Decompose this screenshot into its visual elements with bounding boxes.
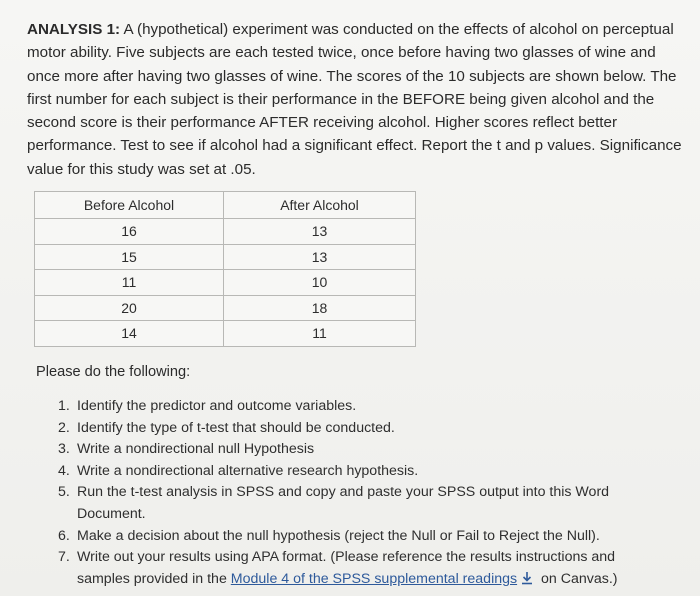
- before-alcohol-header: Before Alcohol: [35, 192, 224, 219]
- list-item: [58, 439, 658, 461]
- download-icon[interactable]: [520, 571, 534, 585]
- list-item-text: Identify the predictor and outcome variables.: [77, 398, 357, 414]
- table-row: [35, 321, 416, 347]
- list-item-number: 4.: [58, 462, 70, 479]
- list-item-number: 6.: [58, 527, 70, 544]
- before-score-cell: 15: [35, 244, 224, 270]
- list-item-text: Make a decision about the null hypothesis (reject the Null or Fail to Reject the Null).: [77, 527, 600, 544]
- list-item: [58, 461, 658, 483]
- after-score-cell: 18: [224, 295, 416, 321]
- list-item: [58, 396, 658, 418]
- before-score-cell: 16: [35, 219, 224, 245]
- list-item: [58, 547, 658, 590]
- list-item-number: 2.: [58, 419, 70, 436]
- intro-paragraph: [27, 18, 687, 181]
- table-row: [35, 219, 416, 245]
- after-score-cell: 11: [224, 321, 416, 347]
- list-item-text: Write a nondirectional alternative research hypothesis.: [77, 462, 419, 479]
- intro-text: A (hypothetical) experiment was conducted on the effects of alcohol on perceptual motor ability. Five subjects are each tested twice, once before having two glasses of wine and once more after having two glasses of wine. The scores of the 10 subjects are shown below. The first number for each subject is their performance in the BEFORE being given alcohol and the second score is their performance AFTER receiving alcohol. Higher scores reflect better performance. Test to see if alcohol had a significant effect. Report the t and p values. Significance value for this study was set at .05.: [27, 21, 682, 178]
- before-score-cell: 20: [35, 295, 224, 321]
- after-score-cell: 13: [224, 244, 416, 270]
- list-item-text: Write out your results using APA format. (Please reference the results instructions and samples provided in the: [77, 549, 616, 587]
- list-item: [58, 526, 658, 548]
- before-score-cell: 11: [35, 270, 224, 296]
- after-score-cell: 13: [224, 219, 416, 245]
- after-alcohol-header: After Alcohol: [224, 192, 416, 219]
- table-header-row: [35, 192, 416, 219]
- after-score-cell: 10: [224, 270, 416, 296]
- list-item-number: 1.: [58, 398, 70, 414]
- list-item-text-end: on Canvas.): [537, 570, 618, 587]
- analysis-heading: ANALYSIS 1:: [27, 21, 121, 38]
- list-item-text: Write a nondirectional null Hypothesis: [77, 441, 315, 458]
- list-item-text: Run the t-test analysis in SPSS and copy and paste your SPSS output into this Word Document.: [77, 484, 610, 522]
- list-item-number: 3.: [58, 441, 70, 458]
- list-item: [58, 418, 658, 440]
- list-item: [58, 482, 658, 525]
- list-item-text: Identify the type of t-test that should be conducted.: [77, 419, 395, 436]
- table-row: [35, 270, 416, 296]
- table-row: [35, 244, 416, 270]
- before-score-cell: 14: [35, 321, 224, 347]
- table-row: [35, 295, 416, 321]
- scores-table: [34, 191, 416, 347]
- list-item-number: 5.: [58, 484, 70, 501]
- task-list: [58, 396, 658, 590]
- module-4-readings-link[interactable]: Module 4 of the SPSS supplemental readings: [230, 570, 518, 587]
- list-item-number: 7.: [58, 549, 70, 566]
- instructions-heading: Please do the following:: [36, 364, 191, 380]
